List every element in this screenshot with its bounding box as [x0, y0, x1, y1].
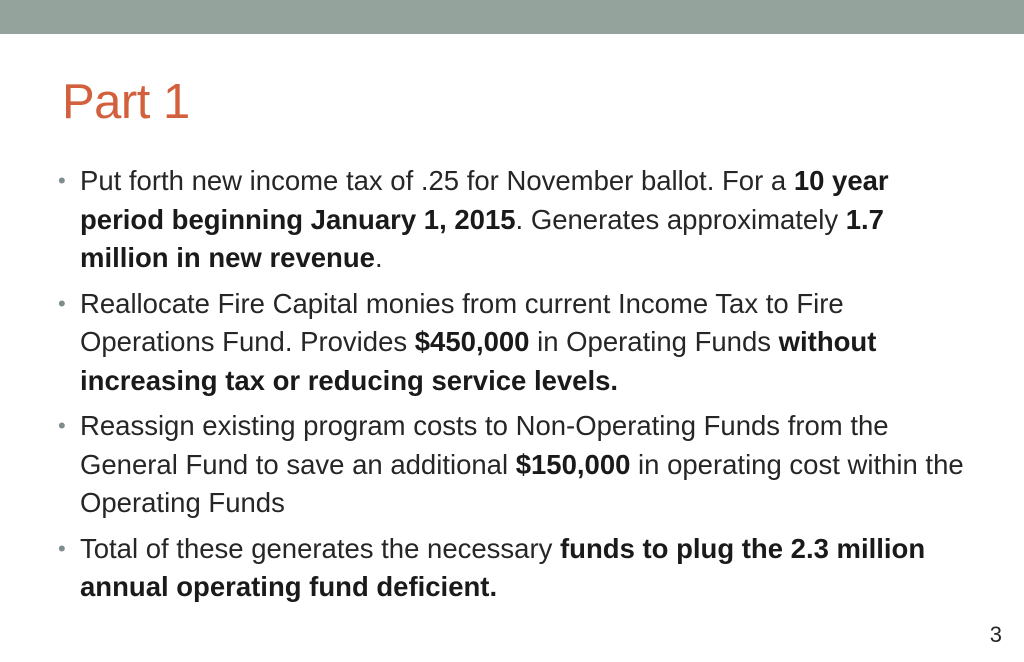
- top-accent-bar: [0, 0, 1024, 34]
- text-segment: Reallocate Fire Capital monies from current Income Tax to Fire Operations Fund. Provides: [80, 287, 844, 357]
- bullet-dot-icon: •: [58, 168, 66, 193]
- bullet-dot-icon: •: [58, 413, 66, 438]
- text-segment: Total of these generates the necessary: [80, 532, 561, 564]
- text-segment: Reassign existing program costs to Non-Operating Funds from the General Fund to save an additional: [80, 410, 889, 480]
- bullet-item: [58, 285, 978, 401]
- bullet-dot-icon: •: [58, 535, 66, 561]
- text-segment: in Operating Funds: [529, 326, 779, 357]
- text-segment: in operating cost within the Operating Funds: [80, 448, 964, 518]
- slide-title: Part 1: [62, 75, 190, 129]
- bullet-item: [58, 530, 978, 607]
- page-number: 3: [989, 622, 1002, 647]
- text-segment: . Generates approximately: [515, 203, 846, 235]
- bold-text-segment: funds to plug the 2.3 million annual operating fund deficient.: [80, 532, 926, 602]
- bullet-item: [58, 162, 978, 278]
- bold-text-segment: 1.7 million in new revenue: [80, 203, 884, 273]
- bold-text-segment: $150,000: [515, 448, 631, 480]
- bullet-item: [58, 407, 978, 523]
- bold-text-segment: 10 year period beginning January 1, 2015: [80, 165, 889, 235]
- bullet-text: [80, 533, 925, 603]
- bullet-text: [80, 165, 889, 273]
- bullet-dot-icon: •: [58, 290, 66, 316]
- bold-text-segment: without increasing tax or reducing service levels.: [80, 326, 877, 396]
- bullet-text: [80, 410, 964, 518]
- bullet-list: [58, 162, 978, 614]
- bullet-text: [80, 288, 876, 396]
- bold-text-segment: $450,000: [414, 326, 530, 357]
- text-segment: .: [374, 242, 383, 273]
- text-segment: Put forth new income tax of .25 for November ballot. For a: [80, 165, 794, 196]
